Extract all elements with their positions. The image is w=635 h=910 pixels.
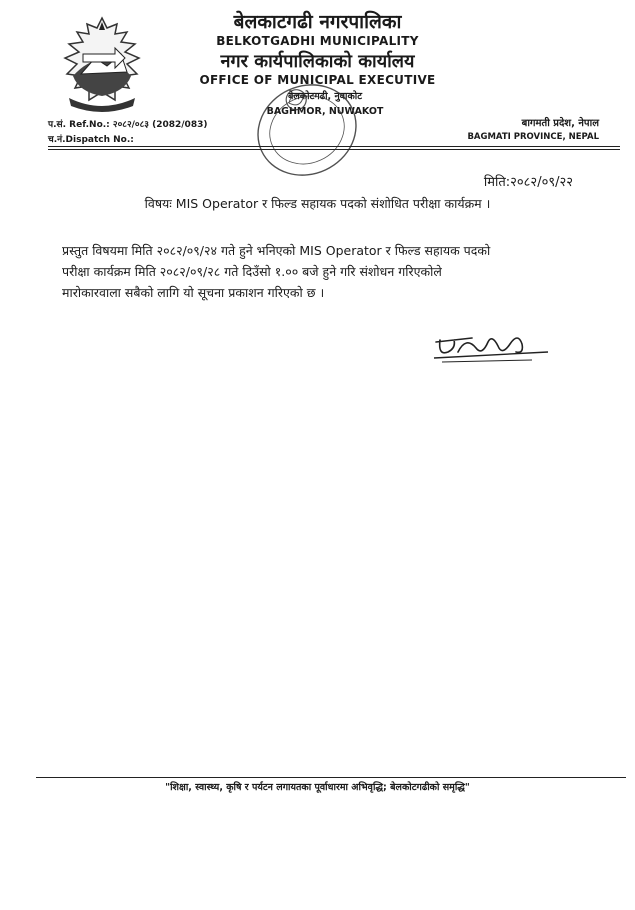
body-line-1: प्रस्तुत विषयमा मिति २०८२/०९/२४ गते हुने भनिएको MIS Operator र फिल्ड सहायक पदको bbox=[62, 243, 491, 258]
footer-slogan: "शिक्षा, स्वास्थ्य, कृषि र पर्यटन लगायतका पूर्वाधारमा अभिवृद्धि; बेलकोटगढीको समृद्धि" bbox=[165, 782, 470, 793]
province-english: BAGMATI PROVINCE, NEPAL bbox=[467, 132, 599, 142]
body-line-2: परीक्षा कार्यक्रम मिति २०८२/०९/२८ गते दिउँसो १.०० बजे हुने गरि संशोधन गरिएकोले bbox=[62, 264, 442, 279]
footer-divider bbox=[36, 777, 626, 778]
letter-body bbox=[62, 240, 582, 303]
municipality-name-english: BELKOTGADHI MUNICIPALITY bbox=[216, 34, 419, 48]
letter-subject: विषयः MIS Operator र फिल्ड सहायक पदको संशोधित परीक्षा कार्यक्रम । bbox=[144, 196, 491, 211]
address-english: BAGHMOR, NUWAKOT bbox=[266, 106, 384, 117]
municipality-name-nepali: बेलकाटगढी नगरपालिका bbox=[233, 11, 402, 33]
dispatch-number-label: च.नं.Dispatch No.: bbox=[48, 135, 134, 145]
header-divider-thin bbox=[48, 149, 620, 150]
signature bbox=[432, 326, 552, 366]
letter-date: मिति:२०८२/०९/२२ bbox=[483, 175, 573, 190]
body-line-3: मारोकारवाला सबैको लागि यो सूचना प्रकाशन गरिएको छ । bbox=[62, 285, 325, 300]
reference-number: प.सं. Ref.No.: २०८२/०८३ (2082/083) bbox=[48, 120, 208, 130]
office-seal-stamp bbox=[250, 78, 365, 183]
province-nepali: बागमती प्रदेश, नेपाल bbox=[521, 118, 599, 129]
header-divider bbox=[48, 146, 620, 147]
office-name-nepali: नगर कार्यपालिकाको कार्यालय bbox=[220, 51, 415, 72]
address-nepali: बेलकोटगढी, नुवाकोट bbox=[287, 91, 363, 102]
office-name-english: OFFICE OF MUNICIPAL EXECUTIVE bbox=[199, 73, 436, 87]
